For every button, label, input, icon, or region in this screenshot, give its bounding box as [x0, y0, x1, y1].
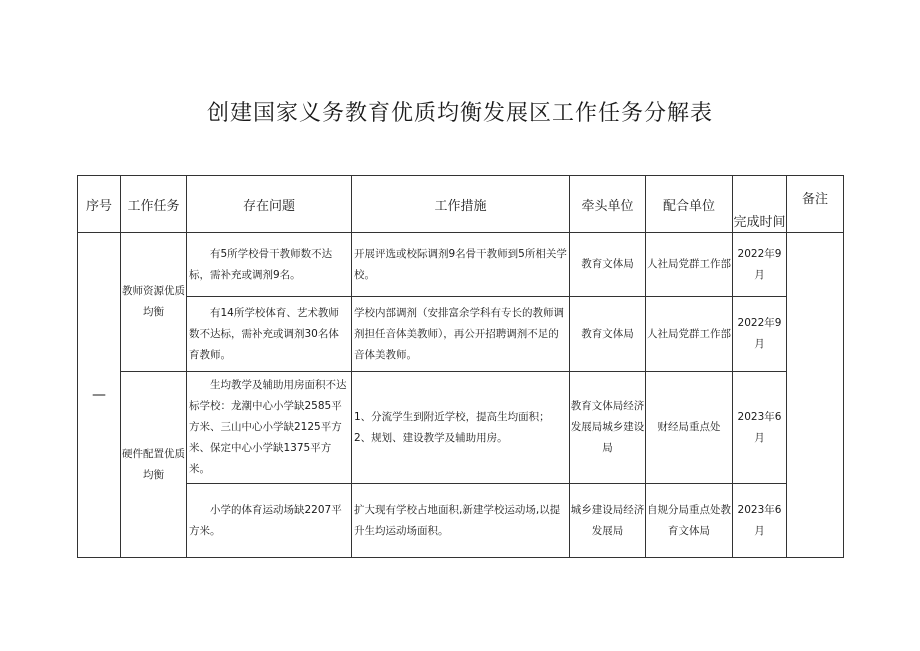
coop-cell: 财经局重点处 — [646, 372, 733, 484]
header-measures: 工作措施 — [352, 176, 570, 233]
lead-cell: 教育文体局 — [570, 297, 646, 372]
header-lead: 牵头单位 — [570, 176, 646, 233]
header-task: 工作任务 — [121, 176, 187, 233]
deadline-cell: 2023年6月 — [733, 484, 787, 558]
header-row — [78, 176, 844, 233]
lead-cell: 城乡建设局经济发展局 — [570, 484, 646, 558]
measures-cell: 开展评选或校际调剂9名骨干教师到5所相关学校。 — [352, 233, 570, 297]
problem-cell: 有14所学校体育、艺术教师数不达标，需补充或调剂30名体育教师。 — [187, 297, 352, 372]
lead-cell: 教育文体局经济发展局城乡建设局 — [570, 372, 646, 484]
table-row — [78, 372, 844, 484]
header-remark: 备注 — [787, 176, 844, 233]
task-table — [77, 175, 844, 558]
table-row — [78, 484, 844, 558]
table-row — [78, 297, 844, 372]
lead-cell: 教育文体局 — [570, 233, 646, 297]
problem-cell: 小学的体育运动场缺2207平方米。 — [187, 484, 352, 558]
header-deadline: 完成时间 — [733, 176, 787, 233]
measures-line: 1、分流学生到附近学校，提高生均面积； — [354, 410, 550, 423]
remark-cell — [787, 233, 844, 558]
page-title: 创建国家义务教育优质均衡发展区工作任务分解表 — [206, 101, 713, 126]
header-problem: 存在问题 — [187, 176, 352, 233]
task-cell — [121, 233, 187, 372]
table-row — [78, 233, 844, 297]
deadline-cell: 2022年9月 — [733, 233, 787, 297]
header-seq: 序号 — [78, 176, 121, 233]
problem-cell: 生均教学及辅助用房面积不达标学校：龙潮中心小学缺2585平方米、三山中心小学缺2125平方米、保定中心小学缺1375平方米。 — [187, 372, 352, 484]
measures-line: 2、规划、建设教学及辅助用房。 — [354, 431, 508, 444]
measures-cell: 扩大现有学校占地面积,新建学校运动场,以提升生均运动场面积。 — [352, 484, 570, 558]
task-label: 教师资源优质均衡 — [122, 285, 185, 318]
seq-cell: — — [78, 233, 121, 558]
problem-cell: 有5所学校骨干教师数不达标，需补充或调剂9名。 — [187, 233, 352, 297]
measures-cell: 学校内部调剂（安排富余学科有专长的教师调剂担任音体美教师），再公开招聘调剂不足的音体美教师。 — [352, 297, 570, 372]
task-cell — [121, 372, 187, 558]
coop-cell: 人社局党群工作部 — [646, 233, 733, 297]
task-label: 硬件配置优质均衡 — [122, 447, 185, 481]
coop-cell: 人社局党群工作部 — [646, 297, 733, 372]
deadline-cell: 2022年9月 — [733, 297, 787, 372]
measures-cell — [352, 372, 570, 484]
coop-cell: 自规分局重点处教育文体局 — [646, 484, 733, 558]
deadline-cell: 2023年6月 — [733, 372, 787, 484]
header-coop: 配合单位 — [646, 176, 733, 233]
